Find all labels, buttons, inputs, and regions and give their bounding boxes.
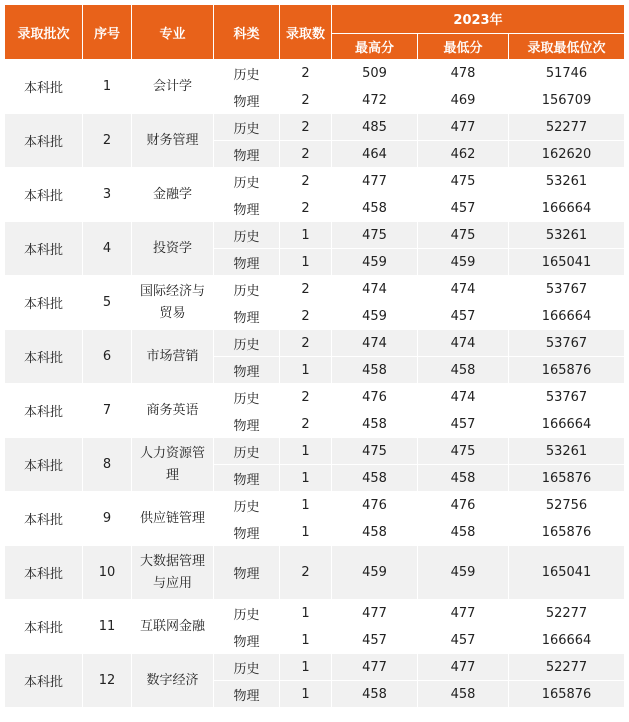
min-score-cell: 457 <box>418 195 509 222</box>
admitted-cell: 2 <box>280 168 332 195</box>
batch-cell: 本科批 <box>5 114 83 168</box>
subject-cell: 历史 <box>214 330 280 357</box>
min-score-cell: 458 <box>418 465 509 492</box>
no-cell: 10 <box>83 546 132 600</box>
max-score-cell: 458 <box>332 681 418 708</box>
admitted-cell: 1 <box>280 600 332 627</box>
min-rank-cell: 166664 <box>509 303 625 330</box>
min-score-cell: 475 <box>418 222 509 249</box>
batch-cell: 本科批 <box>5 654 83 708</box>
min-score-cell: 478 <box>418 60 509 87</box>
subject-cell: 历史 <box>214 114 280 141</box>
table-row <box>5 384 625 411</box>
min-score-cell: 475 <box>418 438 509 465</box>
min-score-cell: 475 <box>418 168 509 195</box>
max-score-cell: 475 <box>332 222 418 249</box>
min-rank-cell: 166664 <box>509 411 625 438</box>
no-cell: 11 <box>83 600 132 654</box>
admitted-cell: 2 <box>280 276 332 303</box>
min-score-cell: 469 <box>418 87 509 114</box>
admitted-cell: 1 <box>280 249 332 276</box>
major-cell: 互联网金融 <box>132 600 214 654</box>
min-score-cell: 459 <box>418 249 509 276</box>
max-score-cell: 475 <box>332 438 418 465</box>
header-max-score: 最高分 <box>332 33 418 59</box>
table-row <box>5 330 625 357</box>
min-rank-cell: 166664 <box>509 627 625 654</box>
max-score-cell: 474 <box>332 276 418 303</box>
min-rank-cell: 53767 <box>509 276 625 303</box>
header-no: 序号 <box>83 5 132 60</box>
admitted-cell: 1 <box>280 627 332 654</box>
min-score-cell: 458 <box>418 357 509 384</box>
table-row <box>5 60 625 87</box>
min-score-cell: 457 <box>418 303 509 330</box>
major-cell: 财务管理 <box>132 114 214 168</box>
max-score-cell: 458 <box>332 465 418 492</box>
table-header <box>5 5 625 60</box>
subject-cell: 历史 <box>214 60 280 87</box>
admitted-cell: 2 <box>280 303 332 330</box>
no-cell: 3 <box>83 168 132 222</box>
subject-cell: 历史 <box>214 438 280 465</box>
no-cell: 4 <box>83 222 132 276</box>
min-rank-cell: 53261 <box>509 438 625 465</box>
subject-cell: 物理 <box>214 357 280 384</box>
table-body <box>5 60 625 708</box>
min-score-cell: 457 <box>418 411 509 438</box>
min-rank-cell: 52756 <box>509 492 625 519</box>
min-score-cell: 474 <box>418 330 509 357</box>
table-row <box>5 168 625 195</box>
major-cell: 数字经济 <box>132 654 214 708</box>
max-score-cell: 458 <box>332 411 418 438</box>
min-rank-cell: 52277 <box>509 600 625 627</box>
subject-cell: 历史 <box>214 168 280 195</box>
max-score-cell: 458 <box>332 357 418 384</box>
min-score-cell: 462 <box>418 141 509 168</box>
max-score-cell: 459 <box>332 249 418 276</box>
header-min-rank: 录取最低位次 <box>509 33 625 59</box>
subject-cell: 历史 <box>214 654 280 681</box>
batch-cell: 本科批 <box>5 492 83 546</box>
admitted-cell: 2 <box>280 60 332 87</box>
max-score-cell: 476 <box>332 384 418 411</box>
subject-cell: 物理 <box>214 411 280 438</box>
min-rank-cell: 165876 <box>509 465 625 492</box>
admitted-cell: 2 <box>280 87 332 114</box>
major-cell: 国际经济与贸易 <box>132 276 214 330</box>
major-cell: 投资学 <box>132 222 214 276</box>
batch-cell: 本科批 <box>5 600 83 654</box>
no-cell: 12 <box>83 654 132 708</box>
admitted-cell: 1 <box>280 465 332 492</box>
admitted-cell: 1 <box>280 222 332 249</box>
subject-cell: 物理 <box>214 195 280 222</box>
min-rank-cell: 52277 <box>509 654 625 681</box>
admitted-cell: 1 <box>280 519 332 546</box>
min-rank-cell: 162620 <box>509 141 625 168</box>
batch-cell: 本科批 <box>5 222 83 276</box>
min-rank-cell: 53261 <box>509 168 625 195</box>
max-score-cell: 474 <box>332 330 418 357</box>
subject-cell: 物理 <box>214 249 280 276</box>
table-row <box>5 600 625 627</box>
subject-cell: 物理 <box>214 303 280 330</box>
min-score-cell: 476 <box>418 492 509 519</box>
batch-cell: 本科批 <box>5 276 83 330</box>
table-row <box>5 276 625 303</box>
admitted-cell: 2 <box>280 114 332 141</box>
admission-score-table <box>4 4 625 708</box>
admitted-cell: 2 <box>280 384 332 411</box>
header-min-score: 最低分 <box>418 33 509 59</box>
table-row <box>5 654 625 681</box>
major-cell: 市场营销 <box>132 330 214 384</box>
no-cell: 2 <box>83 114 132 168</box>
min-rank-cell: 52277 <box>509 114 625 141</box>
major-cell: 商务英语 <box>132 384 214 438</box>
subject-cell: 历史 <box>214 492 280 519</box>
min-rank-cell: 165876 <box>509 519 625 546</box>
no-cell: 6 <box>83 330 132 384</box>
subject-cell: 物理 <box>214 627 280 654</box>
header-year: 2023年 <box>332 5 625 34</box>
min-rank-cell: 165041 <box>509 249 625 276</box>
min-rank-cell: 156709 <box>509 87 625 114</box>
table-row <box>5 114 625 141</box>
subject-cell: 历史 <box>214 222 280 249</box>
admitted-cell: 2 <box>280 411 332 438</box>
major-cell: 供应链管理 <box>132 492 214 546</box>
admitted-cell: 1 <box>280 438 332 465</box>
max-score-cell: 459 <box>332 546 418 600</box>
batch-cell: 本科批 <box>5 330 83 384</box>
subject-cell: 物理 <box>214 141 280 168</box>
major-cell: 金融学 <box>132 168 214 222</box>
subject-cell: 物理 <box>214 465 280 492</box>
min-score-cell: 474 <box>418 384 509 411</box>
no-cell: 7 <box>83 384 132 438</box>
max-score-cell: 477 <box>332 600 418 627</box>
header-subject: 科类 <box>214 5 280 60</box>
subject-cell: 物理 <box>214 681 280 708</box>
major-cell: 会计学 <box>132 60 214 114</box>
max-score-cell: 457 <box>332 627 418 654</box>
admitted-cell: 1 <box>280 357 332 384</box>
max-score-cell: 477 <box>332 654 418 681</box>
header-major: 专业 <box>132 5 214 60</box>
admitted-cell: 2 <box>280 141 332 168</box>
subject-cell: 历史 <box>214 384 280 411</box>
subject-cell: 历史 <box>214 600 280 627</box>
max-score-cell: 509 <box>332 60 418 87</box>
header-batch: 录取批次 <box>5 5 83 60</box>
min-rank-cell: 165876 <box>509 681 625 708</box>
min-score-cell: 457 <box>418 627 509 654</box>
major-cell: 人力资源管理 <box>132 438 214 492</box>
max-score-cell: 472 <box>332 87 418 114</box>
max-score-cell: 458 <box>332 195 418 222</box>
major-cell: 大数据管理与应用 <box>132 546 214 600</box>
batch-cell: 本科批 <box>5 60 83 114</box>
max-score-cell: 464 <box>332 141 418 168</box>
table-row <box>5 222 625 249</box>
admitted-cell: 2 <box>280 546 332 600</box>
subject-cell: 物理 <box>214 87 280 114</box>
header-admitted: 录取数 <box>280 5 332 60</box>
no-cell: 1 <box>83 60 132 114</box>
min-score-cell: 477 <box>418 114 509 141</box>
batch-cell: 本科批 <box>5 384 83 438</box>
min-score-cell: 474 <box>418 276 509 303</box>
max-score-cell: 476 <box>332 492 418 519</box>
max-score-cell: 477 <box>332 168 418 195</box>
subject-cell: 历史 <box>214 276 280 303</box>
batch-cell: 本科批 <box>5 546 83 600</box>
table-row <box>5 492 625 519</box>
min-rank-cell: 166664 <box>509 195 625 222</box>
admitted-cell: 2 <box>280 330 332 357</box>
min-score-cell: 458 <box>418 519 509 546</box>
min-score-cell: 477 <box>418 654 509 681</box>
min-score-cell: 459 <box>418 546 509 600</box>
no-cell: 5 <box>83 276 132 330</box>
table-row <box>5 438 625 465</box>
min-score-cell: 477 <box>418 600 509 627</box>
batch-cell: 本科批 <box>5 438 83 492</box>
admitted-cell: 1 <box>280 681 332 708</box>
no-cell: 8 <box>83 438 132 492</box>
no-cell: 9 <box>83 492 132 546</box>
min-score-cell: 458 <box>418 681 509 708</box>
min-rank-cell: 165041 <box>509 546 625 600</box>
subject-cell: 物理 <box>214 519 280 546</box>
admitted-cell: 1 <box>280 654 332 681</box>
min-rank-cell: 165876 <box>509 357 625 384</box>
max-score-cell: 485 <box>332 114 418 141</box>
admitted-cell: 1 <box>280 492 332 519</box>
batch-cell: 本科批 <box>5 168 83 222</box>
min-rank-cell: 51746 <box>509 60 625 87</box>
admitted-cell: 2 <box>280 195 332 222</box>
min-rank-cell: 53767 <box>509 384 625 411</box>
max-score-cell: 459 <box>332 303 418 330</box>
subject-cell: 物理 <box>214 546 280 600</box>
table-row <box>5 546 625 600</box>
min-rank-cell: 53261 <box>509 222 625 249</box>
min-rank-cell: 53767 <box>509 330 625 357</box>
max-score-cell: 458 <box>332 519 418 546</box>
